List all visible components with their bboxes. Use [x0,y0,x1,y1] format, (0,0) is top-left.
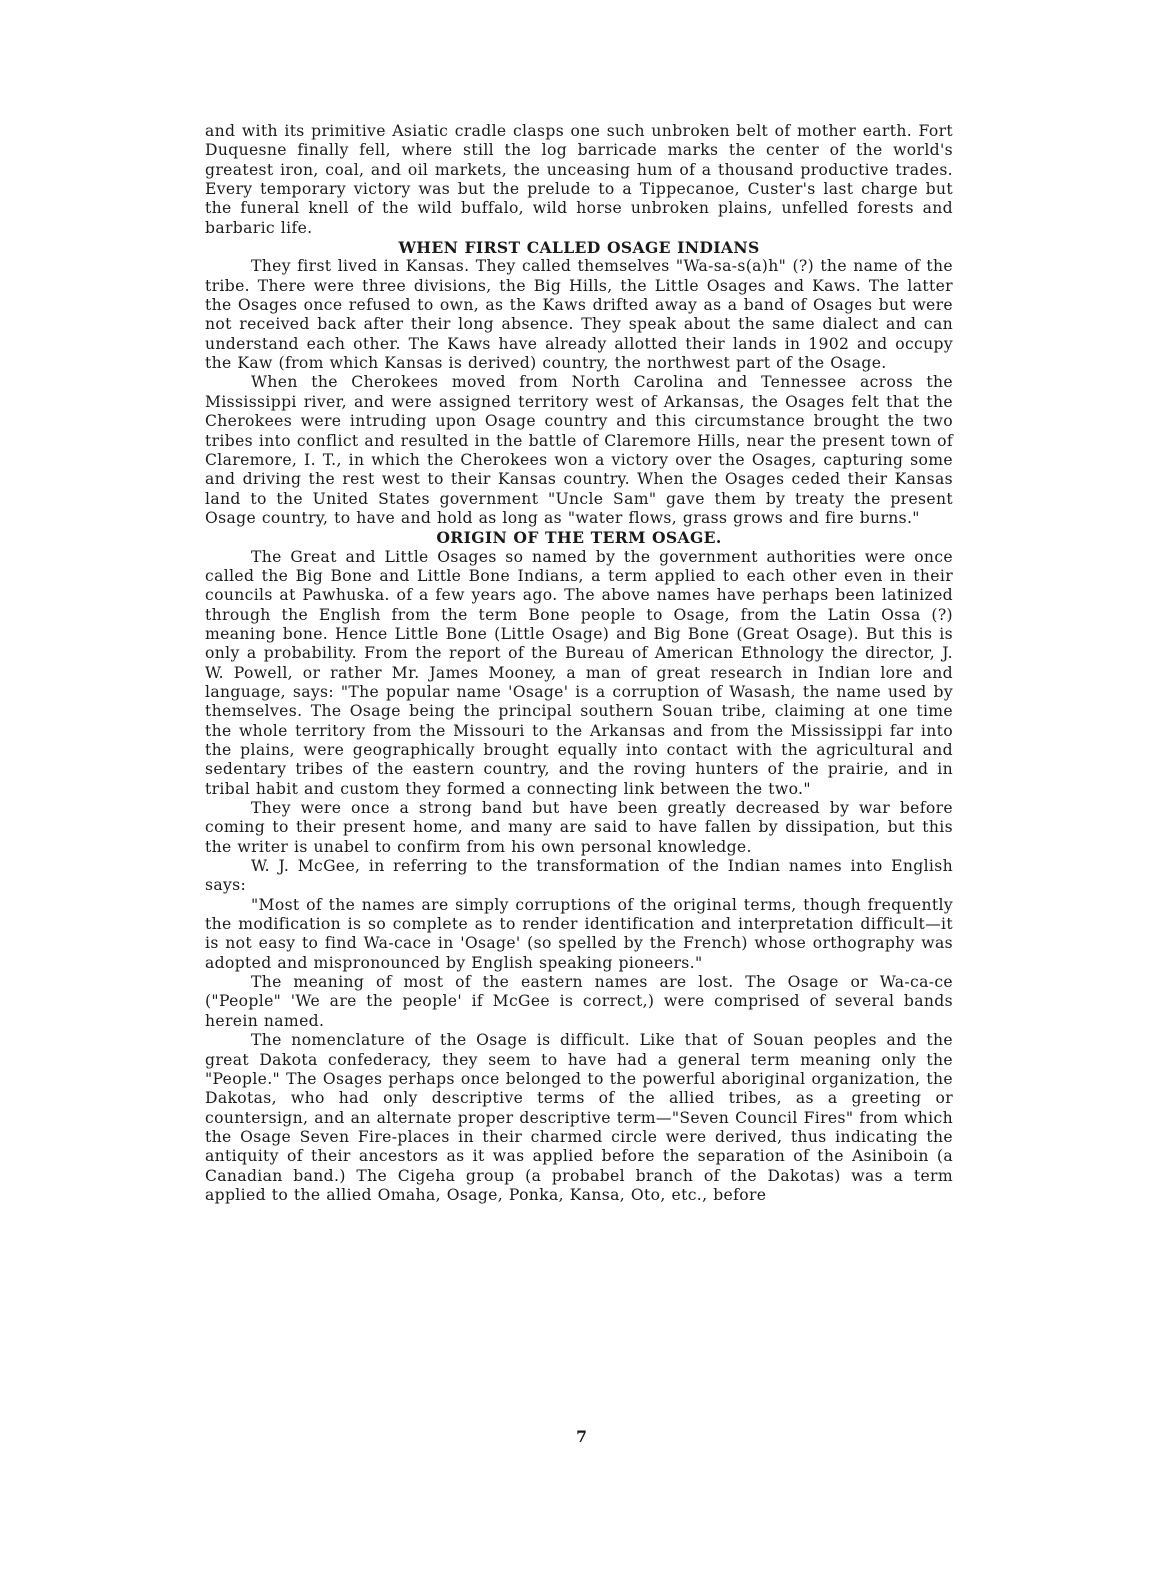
heading-when-first-called: WHEN FIRST CALLED OSAGE INDIANS [398,238,760,258]
heading-origin-of-term: ORIGIN OF THE TERM OSAGE. [436,528,722,548]
paragraph-nomenclature: The nomenclature of the Osage is difficult. Like that of Souan peoples and the great Dakota confederacy, they seem to have had a general term meaning only the "People." The Osages perhaps once belonged to the powerful aboriginal organization, the Dakotas, who had only descriptive terms of the allied tribes, as a greeting or countersign, and an alternate proper descriptive term—"Seven Council Fires" from which the Osage Seven Fire-places in their charmed circle were derived, thus indicating the antiquity of their ancestors as it was applied before the separation of the Asiniboin (a Canadian band.) The Cigeha group (a probabel branch of the Dakotas) was a term applied to the allied Omaha, Osage, Ponka, Kansa, Oto, etc., before [205,1031,953,1204]
paragraph-mcgee-intro: W. J. McGee, in referring to the transformation of the Indian names into English says: [205,857,953,895]
paragraph-first-lived-kansas: They first lived in Kansas. They called themselves "Wa-sa-s(a)h" (?) the name of the tribe. There were three divisions, the Big Hills, the Little Osages and Kaws. The latter the Osages once refused to own, as the Kaws drifted away as a band of Osages but were not received back after their long absence. They speak about the same dialect and can understand each other. The Kaws have already allotted their lands in 1902 and occupy the Kaw (from which Kansas is derived) country, the northwest part of the Osage. [205,257,953,373]
paragraph-mcgee-quote: "Most of the names are simply corruptions of the original terms, though frequently the modification is so complete as to render identification and interpretation difficult—it is not easy to find Wa-cace in 'Osage' (so spelled by the French) whose orthography was adopted and mispronounced by English speaking pioneers." [205,895,953,972]
paragraph-great-little-osages: The Great and Little Osages so named by the government authorities were once called the Big Bone and Little Bone Indians, a term applied to each other even in their councils at Pawhuska. of a few years ago. The above names have perhaps been latinized through the English from the term Bone people to Osage, from the Latin Ossa (?) meaning bone. Hence Little Bone (Little Osage) and Big Bone (Great Osage). But this is only a probability. From the report of the Bureau of American Ethnology the director, J. W. Powell, or rather Mr. James Mooney, a man of great research in Indian lore and language, says: "The popular name 'Osage' is a corruption of Wasash, the name used by themselves. The Osage being the principal southern Souan tribe, claiming at one time the whole territory from the Missouri to the Arkansas and from the Mississippi far into the plains, were geographically brought equally into contact with the agricultural and sedentary tribes of the eastern country, and the roving hunters of the prairie, and in tribal habit and custom they formed a connecting link between the two." [205,547,953,798]
page-body [205,122,953,1205]
paragraph-strong-band: They were once a strong band but have been greatly decreased by war before coming to their present home, and many are said to have fallen by dissipation, but this the writer is unabel to confirm from his own personal knowledge. [205,799,953,856]
page-number: 7 [576,1427,587,1446]
paragraph-eastern-names: The meaning of most of the eastern names are lost. The Osage or Wa-ca-ce ("People" 'We are the people' if McGee is correct,) were comprised of several bands herein named. [205,973,953,1030]
paragraph-fort-duquesne: and with its primitive Asiatic cradle clasps one such unbroken belt of mother earth. Fort Duquesne finally fell, where still the log barricade marks the center of the world's greatest iron, coal, and oil markets, the unceasing hum of a thousand productive trades. Every temporary victory was but the prelude to a Tippecanoe, Custer's last charge but the funeral knell of the wild buffalo, wild horse unbroken plains, unfelled forests and barbaric life. [205,122,953,237]
paragraph-cherokees: When the Cherokees moved from North Carolina and Tennessee across the Mississippi river, and were assigned territory west of Arkansas, the Osages felt that the Cherokees were intruding upon Osage country and this circumstance brought the two tribes into conflict and resulted in the battle of Claremore Hills, near the present town of Claremore, I. T., in which the Cherokees won a victory over the Osages, capturing some and driving the rest west to their Kansas country. When the Osages ceded their Kansas land to the United States government "Uncle Sam" gave them by treaty the present Osage country, to have and hold as long as "water flows, grass grows and fire burns." [205,373,953,527]
